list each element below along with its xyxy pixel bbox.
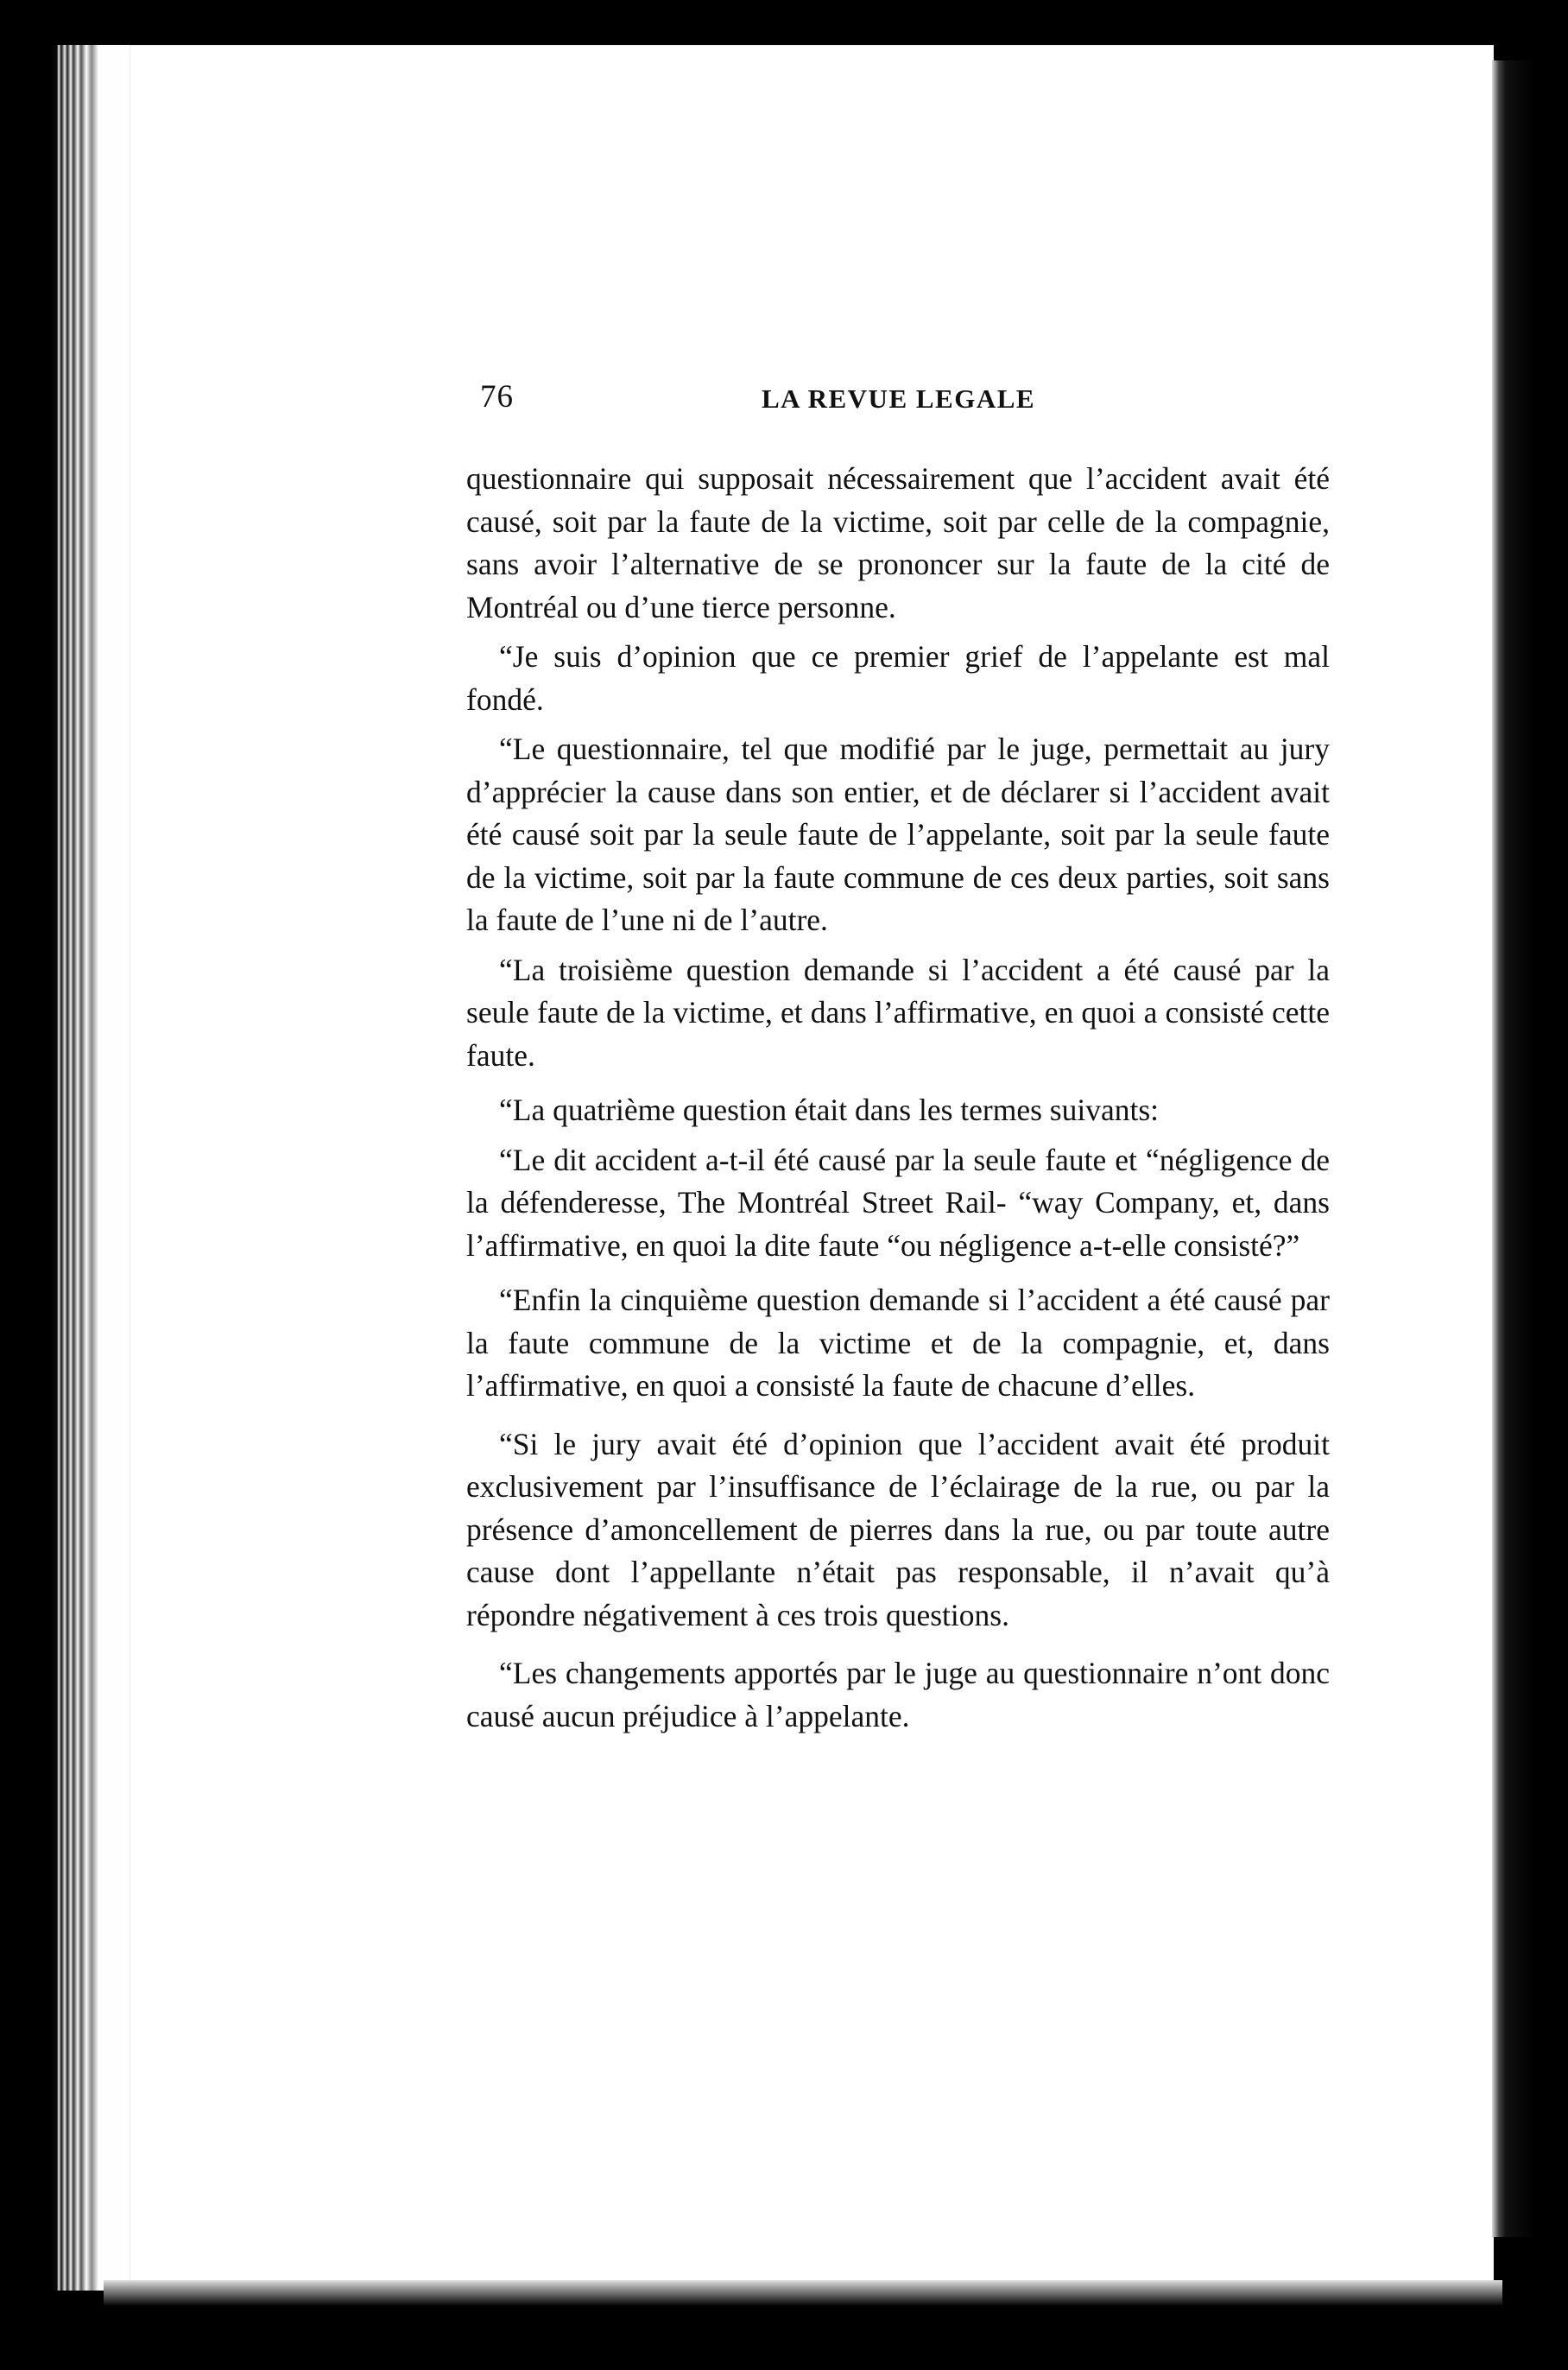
paragraph: “Le questionnaire, tel que modifié par le juge, permettait au jury d’apprécier la cause dans son entier, et de déclarer si l’accident avait été causé soit par la seule faute de l’appelante, soit par la seule faute de la victime, soit par la faute commune de ces deux parties, soit sans la faute de l’une ni de l’autre.	[466, 732, 1330, 937]
paragraph: “Enfin la cinquième question demande si l’accident a été causé par la faute commune de la victime et de la compagnie, et, dans l’affirmative, en quoi a consisté la faute de chacune d’elles.	[466, 1283, 1330, 1403]
page-bottom-edge	[104, 2280, 1502, 2306]
quoted-question: “Le dit accident a-t-il été causé par la seule faute et “négligence de la défenderesse, The Montréal Street Rail- “way Company, et, dans l’affirmative, en quoi la dite faute “ou négligence a-t-elle consisté?”	[466, 1142, 1330, 1263]
body-text	[466, 458, 1330, 1738]
paragraph: “Je suis d’opinion que ce premier grief de l’appelante est mal fondé.	[466, 639, 1330, 717]
paragraph: “Les changements apportés par le juge au questionnaire n’ont donc causé aucun préjudice à l’appelante.	[466, 1656, 1330, 1733]
paragraph: “Si le jury avait été d’opinion que l’accident avait été produit exclusivement par l’insuffisance de l’éclairage de la rue, ou par la présence d’amoncellement de pierres dans la rue, ou par toute autre cause dont l’appellante n’était pas responsable, il n’avait qu’à répondre négativement à ces trois questions.	[466, 1426, 1330, 1632]
paragraph-continuation: questionnaire qui supposait nécessairement que l’accident avait été causé, soit par la faute de la victime, soit par celle de la compagnie, sans avoir l’alternative de se prononcer sur la faute de la cité de Montréal ou d’une tierce personne.	[466, 461, 1330, 624]
page-number: 76	[480, 379, 514, 415]
journal-title: LA REVUE LEGALE	[762, 383, 1036, 414]
running-head	[480, 378, 1344, 421]
paragraph: “La quatrième question était dans les termes suivants:	[499, 1093, 1160, 1127]
paragraph: “La troisième question demande si l’accident a été causé par la seule faute de la victime, et dans l’affirmative, en quoi a consisté cette faute.	[466, 952, 1330, 1073]
page-right-edge	[1492, 60, 1535, 2237]
book-binding-edge	[50, 45, 136, 2291]
